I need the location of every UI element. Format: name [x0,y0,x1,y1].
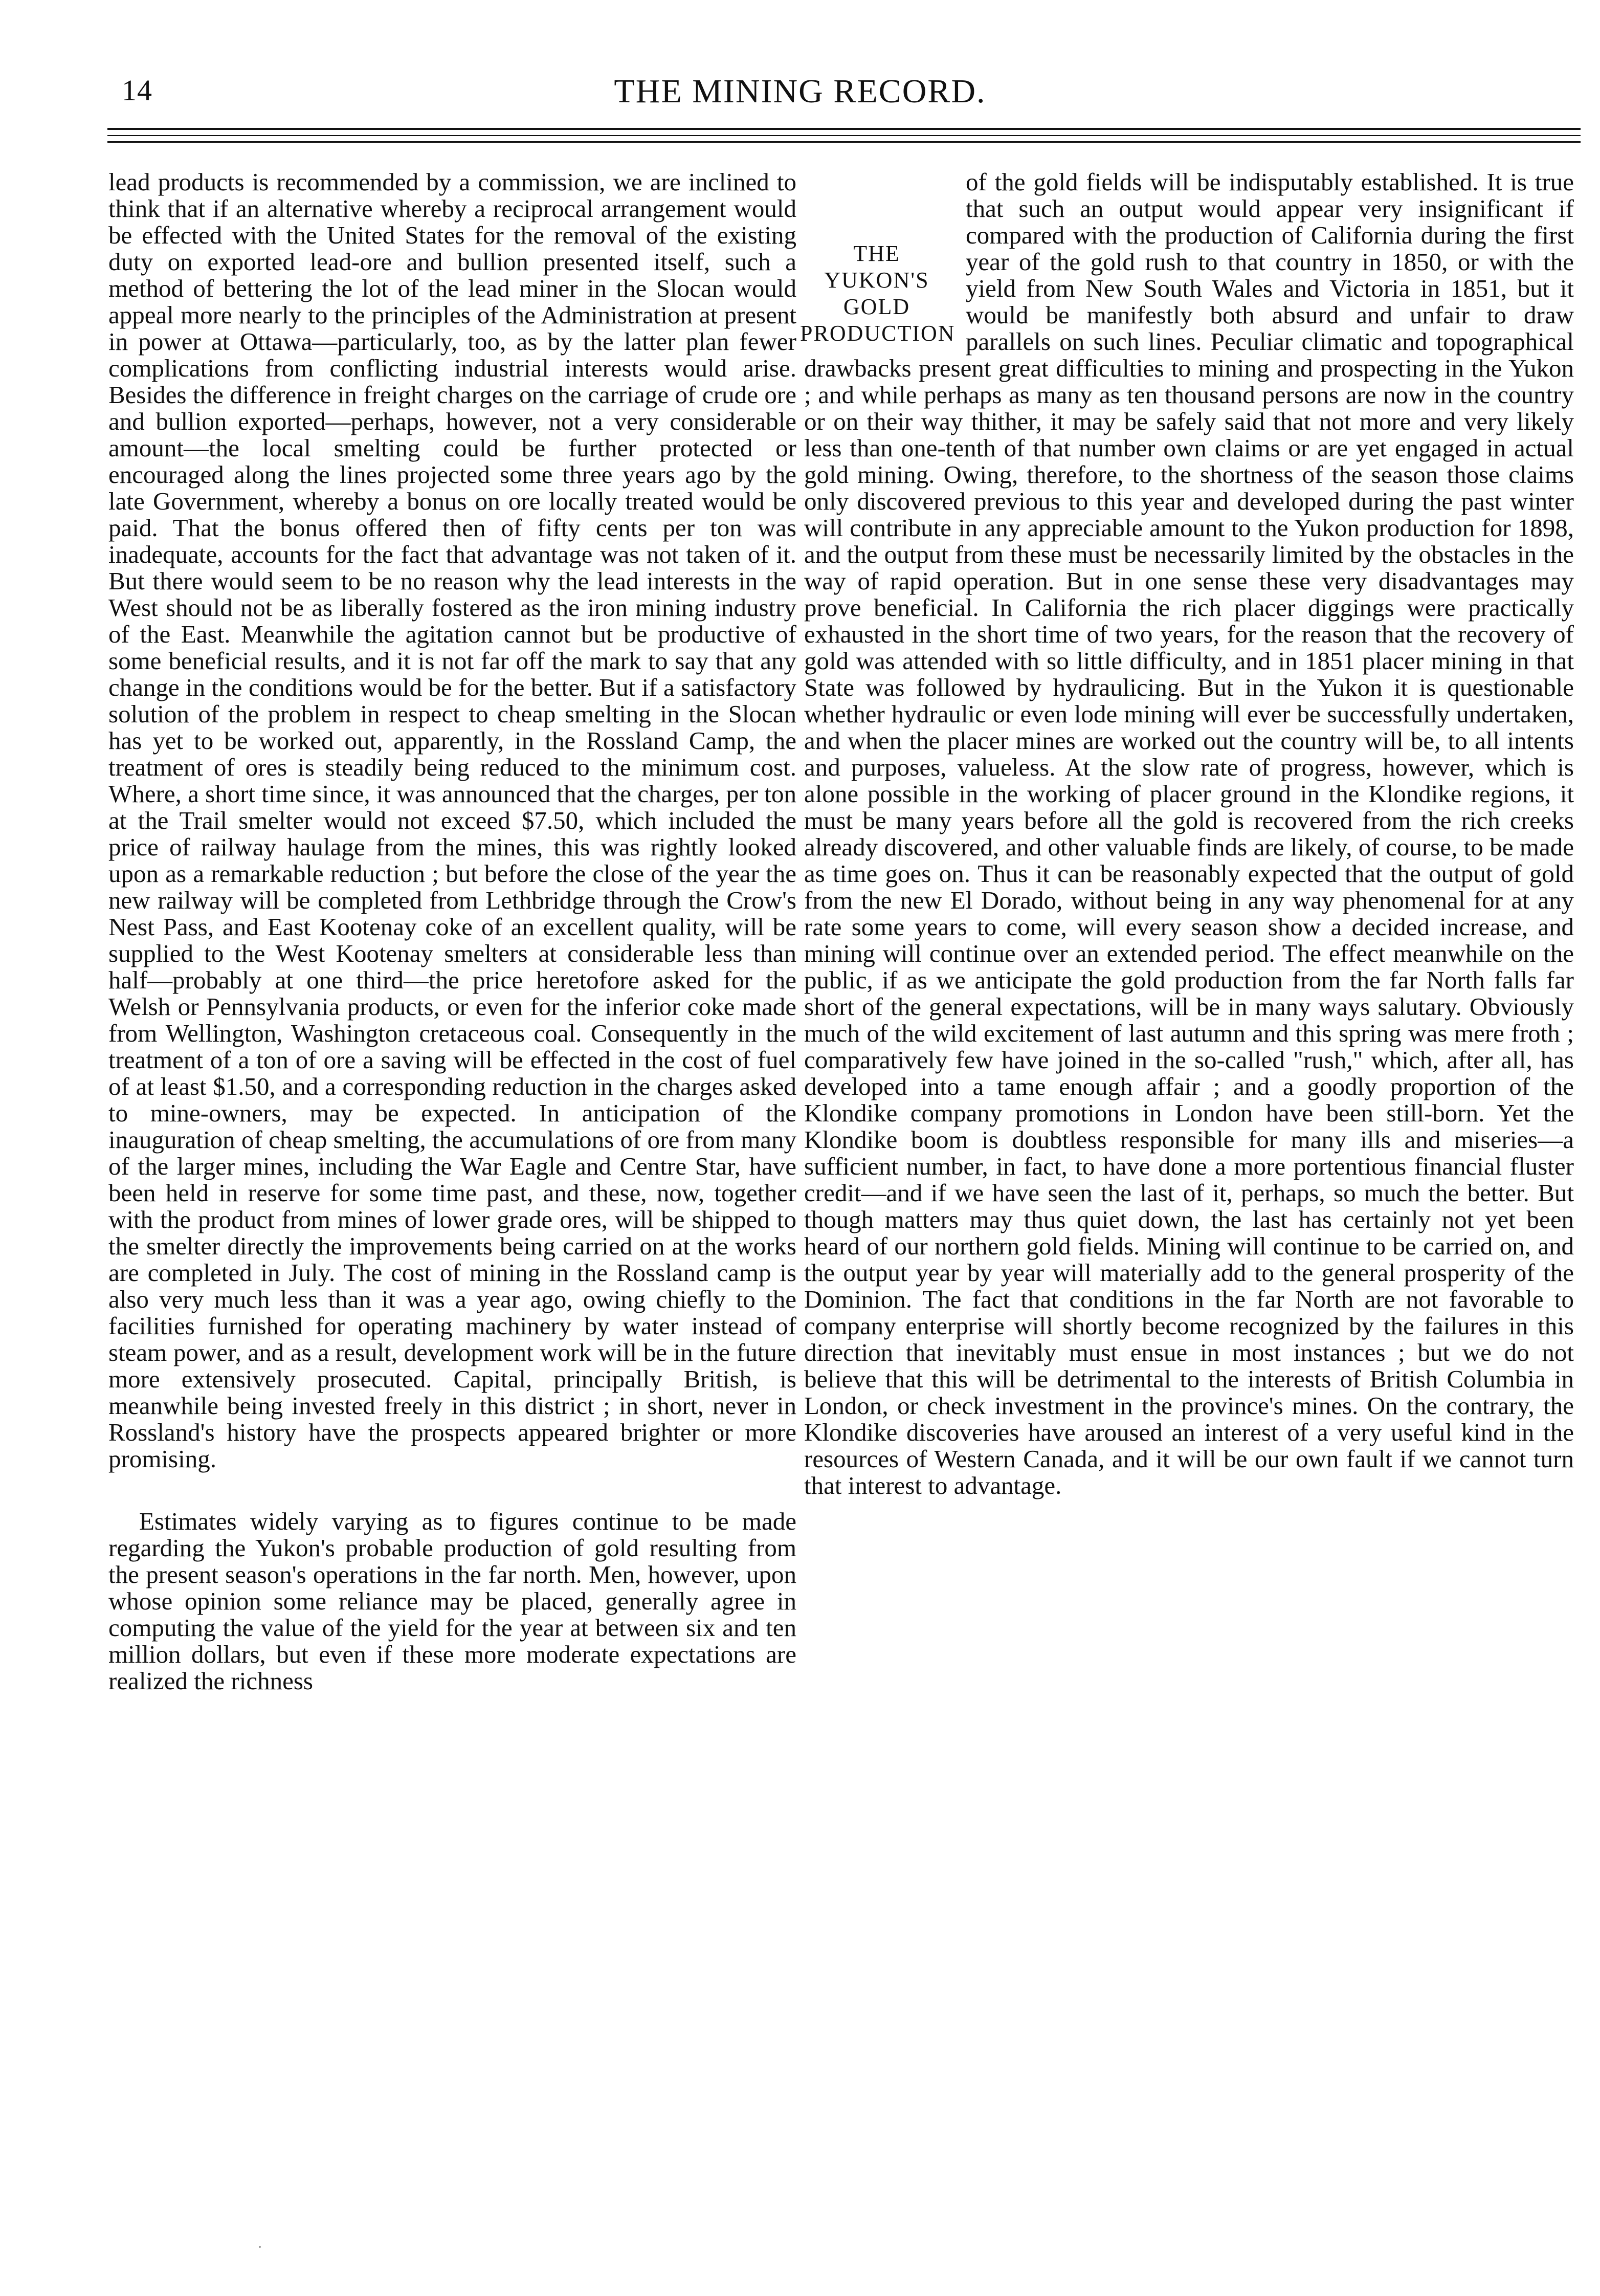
left-paragraph-yukon-estimates: Estimates widely varying as to figures continue to be made regarding the Yukon's probable production of gold resulting from the present season's operations in the far north. Men, however, upon whose opinion some reliance may be placed, generally agree in computing the value of the yield for the year at between six and ten million dollars, but even if these more moderate expectations are realized the richness [108,1507,796,1695]
right-column [800,168,1574,1499]
running-title: THE MINING RECORD. [614,73,986,110]
header-rule-bottom [107,141,1581,143]
marginal-heading [800,169,953,347]
print-speck [259,2246,261,2248]
header-rule-top [107,128,1581,130]
section-gap [108,1472,796,1508]
marginal-heading-line: GOLD [843,294,910,319]
right-paragraph-yukon-gold: of the gold fields will be indisputably established. It is true that such an output would appear very insignificant if compared with the production of California during the first year of the gold rush to that country in 1850, or with the yield from New South Wales and Victoria in 1851, but it would be manifestly both absurd and unfair to draw parallels on such lines. Peculiar climatic and topographical drawbacks present great difficulties to mining and prospecting in the Yukon ; and while perhaps as many as ten thousand persons are now in the country or on their way thither, it may be safely said that not more and very likely less than one-tenth of that number own claims or are yet engaged in actual gold mining. Owing, therefore, to the shortness of the season those claims only discovered previous to this year and developed during the past winter will contribute in any appreciable amount to the Yukon production for 1898, and the output from these must be necessarily limited by the obstacles in the way of rapid operation. But in one sense these very disadvantages may prove beneficial. In California the rich placer diggings were practically exhausted in the short time of two years, for the reason that the recovery of gold was attended with so little difficulty, and in 1851 placer mining in that State was followed by hydraulicing. But in the Yukon it is questionable whether hydraulic or even lode mining will ever be successfully undertaken, and when the placer mines are worked out the country will be, to all intents and purposes, valueless. At the slow rate of progress, however, which is alone possible in the working of placer ground in the Klondike regions, it must be many years before all the gold is recovered from the rich creeks already discovered, and other valuable finds are likely, of course, to be made as time goes on. Thus it can be reasonably expected that the output of gold from the new El Dorado, without being in any way phenomenal for at any rate some years to come, will every season show a decided increase, and mining will continue over an extended period. The effect meanwhile on the public, if as we anticipate the gold production from the far North falls far short of the general expectations, will be in many ways salutary. Obviously much of the wild excitement of last autumn and this spring was mere froth ; comparatively few have joined in the so-called "rush," which, after all, has developed into a tame enough affair ; and a goodly proportion of the Klondike company promotions in London have been still-born. Yet the Klondike boom is doubtless responsible for many ills and miseries—a sufficient number, in fact, to have done a more portentious financial fluster credit—and if we have seen the last of it, perhaps, so much the better. But though matters may thus quiet down, the last has certainly not yet been heard of our northern gold fields. Mining will continue to be carried on, and the output year by year will materially add to the general prosperity of the Dominion. The fact that conditions in the far North are not favorable to company enterprise will shortly become recognized by the failures in this direction that inevitably must ensue in most instances ; but we do not believe that this will be detrimental to the interests of British Columbia in London, or check investment in the province's mines. On the contrary, the Klondike discoveries have aroused an interest of a very useful kind in the resources of Western Canada, and it will be our own fault if we cannot turn that interest to advantage. [804,168,1574,1499]
marginal-heading-line: THE [853,241,900,266]
marginal-heading-line: YUKON'S [824,268,929,293]
marginal-heading-line: PRODUCTION [800,321,955,346]
left-column [108,169,796,1694]
left-paragraph-lead-smelting: lead products is recommended by a commission, we are inclined to think that if an alternative whereby a reciprocal arrangement would be effected with the United States for the removal of the existing duty on exported lead-ore and bullion presented itself, such a method of bettering the lot of the lead miner in the Slocan would appeal more nearly to the principles of the Administration at present in power at Ottawa—particularly, too, as by the latter plan fewer complications from conflicting industrial interests would arise. Besides the difference in freight charges on the carriage of crude ore and bullion exported—perhaps, however, not a very considerable amount—the local smelting could be further protected or encouraged along the lines projected some three years ago by the late Government, whereby a bonus on ore locally treated would be paid. That the bonus offered then of fifty cents per ton was inadequate, accounts for the fact that advantage was not taken of it. But there would seem to be no reason why the lead interests in the West should not be as liberally fostered as the iron mining industry of the East. Meanwhile the agitation cannot but be productive of some beneficial results, and it is not far off the mark to say that any change in the conditions would be for the better. But if a satisfactory solution of the problem in respect to cheap smelting in the Slocan has yet to be worked out, apparently, in the Rossland Camp, the treatment of ores is steadily being reduced to the minimum cost. Where, a short time since, it was announced that the charges, per ton at the Trail smelter would not exceed $7.50, which included the price of railway haulage from the mines, this was rightly looked upon as a remarkable reduction ; but before the close of the year the new railway will be completed from Lethbridge through the Crow's Nest Pass, and East Kootenay coke of an excellent quality, will be supplied to the West Kootenay smelters at considerable less than half—probably at one third—the price heretofore asked for the Welsh or Pennsylvania products, or even for the inferior coke made from Wellington, Washington cretaceous coal. Consequently in the treatment of a ton of ore a saving will be effected in the cost of fuel of at least $1.50, and a corresponding reduction in the charges asked to mine-owners, may be expected. In anticipation of the inauguration of cheap smelting, the accumulations of ore from many of the larger mines, including the War Eagle and Centre Star, have been held in reserve for some time past, and these, now, together with the product from mines of lower grade ores, will be shipped to the smelter directly the improvements being carried on at the works are completed in July. The cost of mining in the Rossland camp is also very much less than it was a year ago, owing chiefly to the facilities furnished for operating machinery by water instead of steam power, and as a result, development work will be in the future more extensively prosecuted. Capital, principally British, is meanwhile being invested freely in this district ; in short, never in Rossland's history have the prospects appeared brighter or more promising. [108,168,796,1473]
page-number: 14 [122,74,152,107]
header-rule-middle [107,135,1581,136]
